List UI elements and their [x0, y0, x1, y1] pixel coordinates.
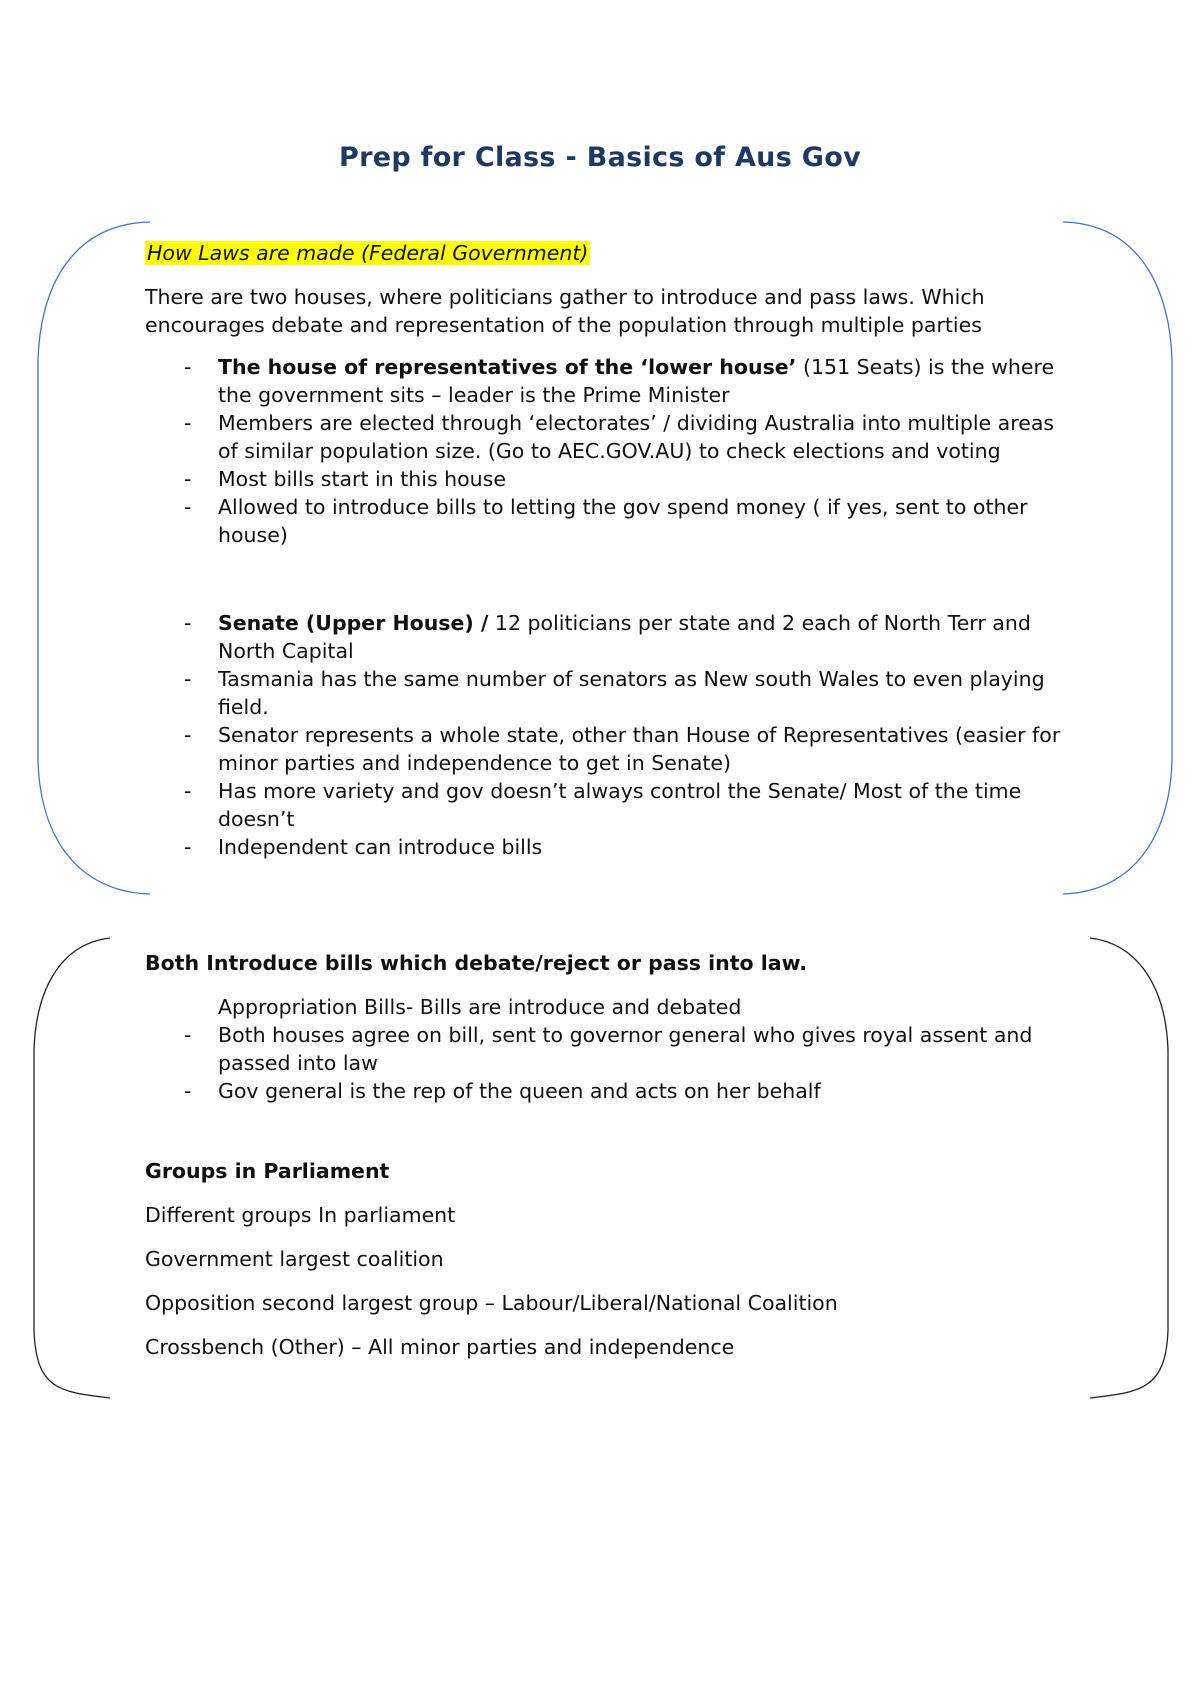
group-line: Opposition second largest group – Labour/Liberal/National Coalition: [145, 1291, 838, 1315]
group-line: Different groups In parliament: [145, 1203, 456, 1227]
list-item: - Most bills start in this house: [184, 467, 506, 491]
group-line: Crossbench (Other) – All minor parties and independence: [145, 1335, 735, 1359]
appropriation-line: Appropriation Bills- Bills are introduce and debated: [218, 995, 742, 1019]
groups-heading: Groups in Parliament: [145, 1159, 390, 1183]
list-item: - Allowed to introduce bills to letting the gov spend money ( if yes, sent to other house): [184, 495, 1028, 547]
laws-section: [145, 239, 1065, 861]
list-item: - Senate (Upper House) / 12 politicians per state and 2 each of North Terr and North Capital: [184, 611, 1031, 663]
lower-house-list: [145, 353, 1065, 549]
list-item: - Independent can introduce bills: [184, 835, 543, 859]
group-line: Government largest coalition: [145, 1247, 444, 1271]
top-right-bracket: [1063, 222, 1172, 894]
list-item: - Has more variety and gov doesn’t always control the Senate/ Most of the time doesn’t: [184, 779, 1022, 831]
bills-list: [145, 1021, 1065, 1105]
bottom-right-bracket: [1090, 938, 1168, 1398]
intro-paragraph: There are two houses, where politicians gather to introduce and pass laws. Which encourages debate and representation of the population through multiple parties: [145, 285, 985, 337]
bills-section: [145, 949, 1065, 1361]
top-left-bracket: [38, 222, 150, 894]
list-item: - The house of representatives of the ‘lower house’ (151 Seats) is the where the government sits – leader is the Prime Minister: [184, 355, 1055, 407]
list-item: - Both houses agree on bill, sent to governor general who gives royal assent and passed into law: [184, 1023, 1033, 1075]
senate-list: [145, 609, 1065, 861]
list-item: - Gov general is the rep of the queen and acts on her behalf: [184, 1079, 821, 1103]
page-title: Prep for Class - Basics of Aus Gov: [339, 142, 861, 173]
section-heading-highlighted: How Laws are made (Federal Government): [147, 241, 589, 265]
bottom-left-bracket: [34, 938, 110, 1398]
list-item: - Tasmania has the same number of senators as New south Wales to even playing field.: [184, 667, 1045, 719]
bills-heading: Both Introduce bills which debate/reject or pass into law.: [145, 951, 808, 975]
list-item: - Senator represents a whole state, other than House of Representatives (easier for minor parties and independence to get in Senate): [184, 723, 1061, 775]
list-item: - Members are elected through ‘electorates’ / dividing Australia into multiple areas of similar population size. (Go to AEC.GOV.AU) to check elections and voting: [184, 411, 1055, 463]
